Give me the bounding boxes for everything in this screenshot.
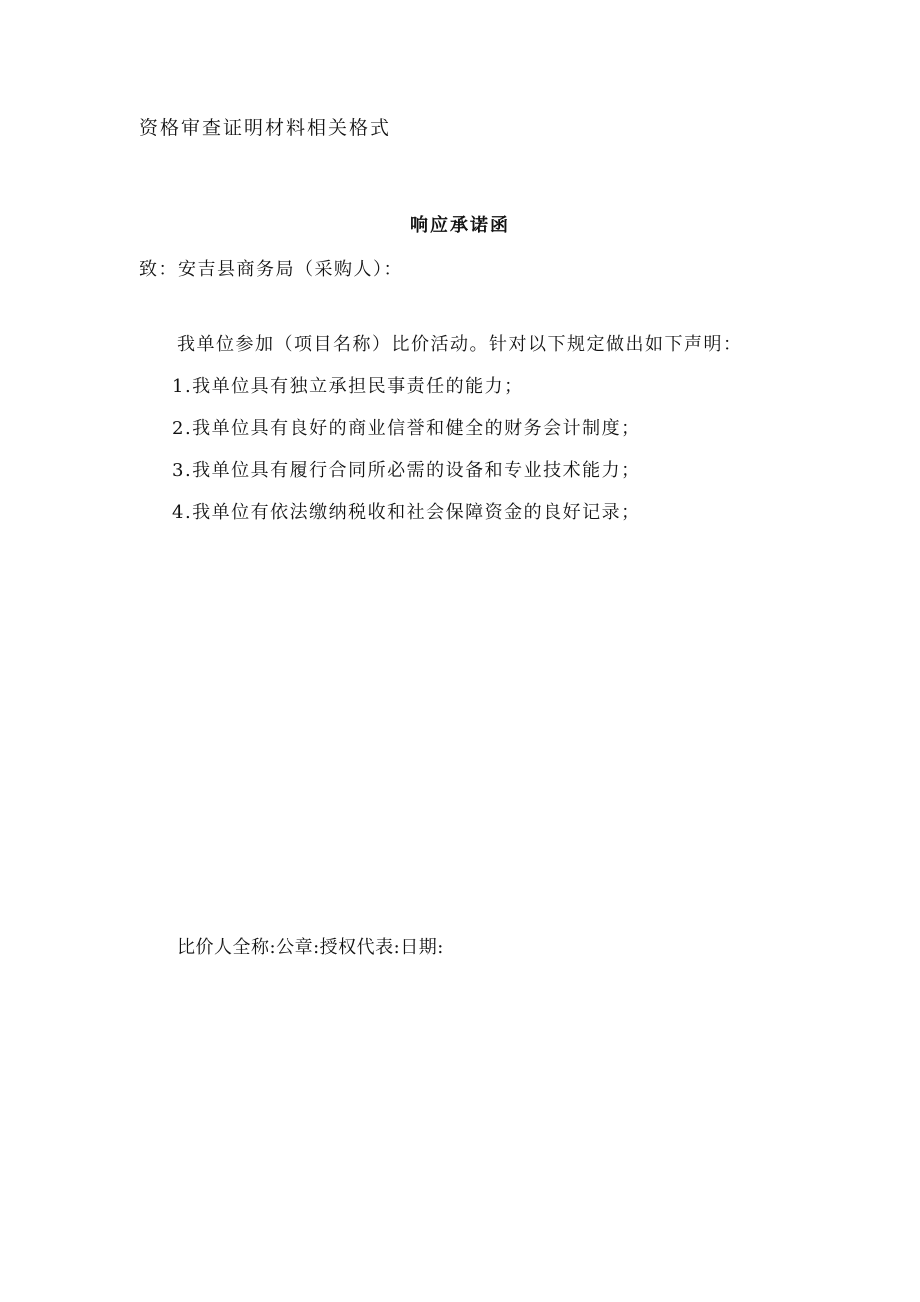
recipient-line: 致：安吉县商务局（采购人）： <box>139 259 403 280</box>
signature-line: 比价人全称:公章:授权代表:日期: <box>177 937 444 958</box>
declaration-item-1: 1.我单位具有独立承担民事责任的能力； <box>172 376 524 397</box>
declaration-item-4: 4.我单位有依法缴纳税收和社会保障资金的良好记录； <box>172 502 641 523</box>
declaration-item-2: 2.我单位具有良好的商业信誉和健全的财务会计制度； <box>172 418 641 439</box>
letter-title: 响应承诺函 <box>410 215 510 236</box>
intro-paragraph: 我单位参加（项目名称）比价活动。针对以下规定做出如下声明： <box>177 334 743 355</box>
declaration-item-3: 3.我单位具有履行合同所必需的设备和专业技术能力； <box>172 460 641 481</box>
section-heading: 资格审查证明材料相关格式 <box>139 117 392 139</box>
